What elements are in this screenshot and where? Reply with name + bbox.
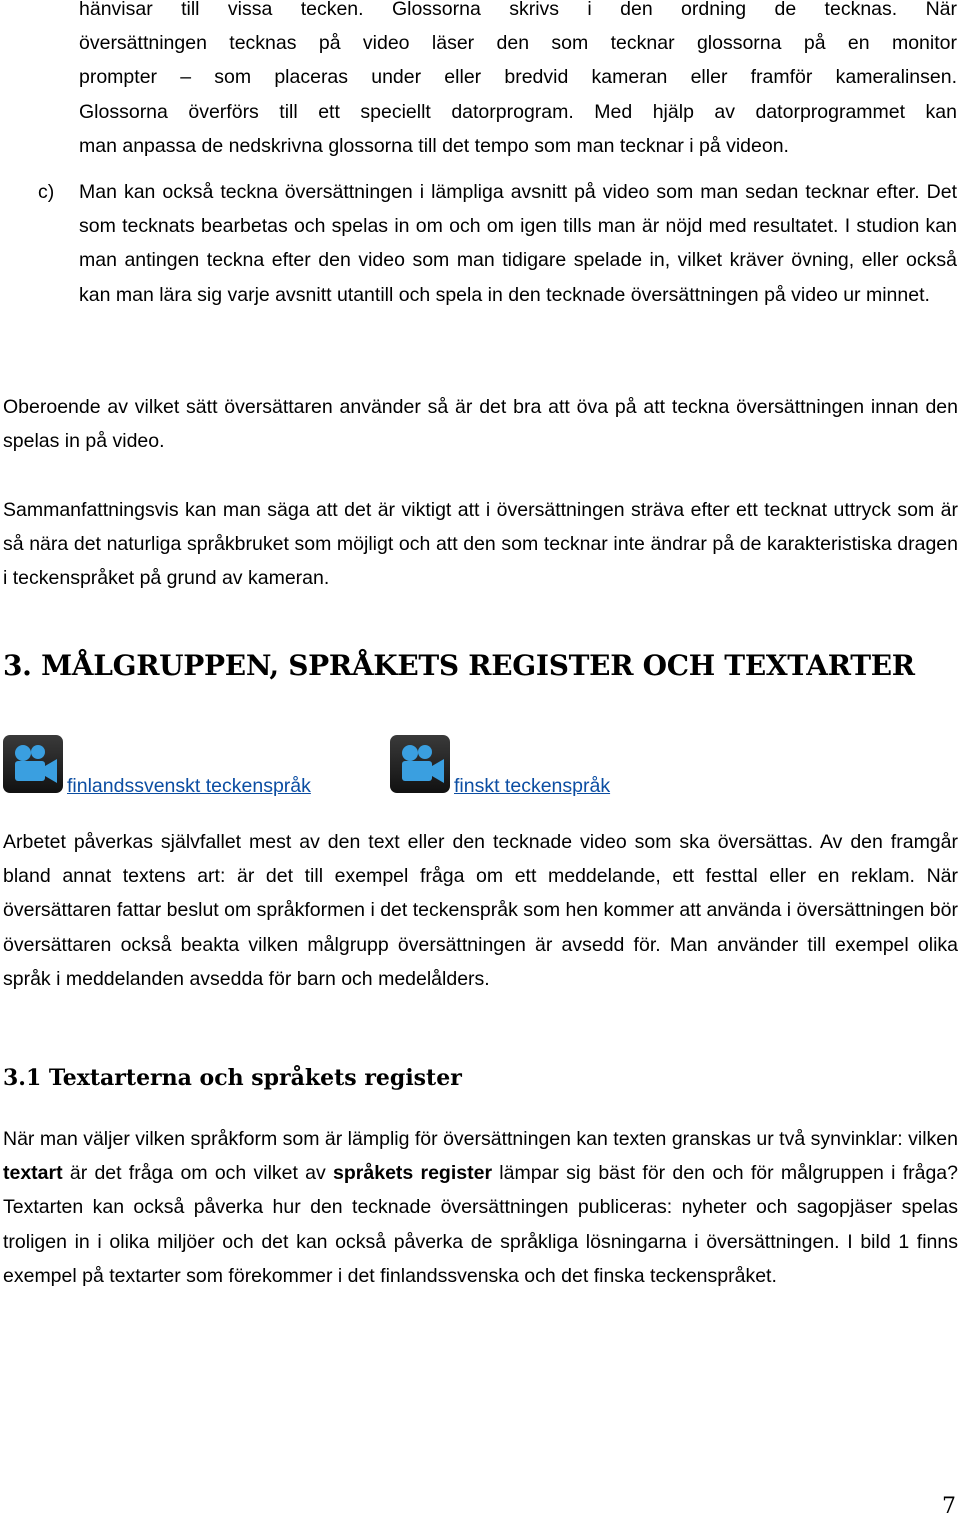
video-camera-icon [3, 735, 63, 793]
continuation-line-4: Glossorna överförs till ett speciellt datorprogram. Med hjälp av datorprogrammet kan [79, 101, 957, 123]
paragraph-register: När man väljer vilken språkform som är lämplig för översättningen kan texten granskas ur två synvinklar: vilken textart är det fråga om och vilket av språkets register lämpar sig bäst för den och för målgruppen i fråga? Textarten kan också påverka hur den tecknade översättningen publiceras: nyheter och sagopjäser spelas troligen in i olika miljöer och det kan också påverka de språkliga lösningarna i översättningen. I bild 1 finns exempel på textarter som förekommer i det finlandssvenska och det finska teckenspråket. [3, 1128, 958, 1287]
continuation-line-1: hänvisar till vissa tecken. Glossorna skrivs i den ordning de tecknas. När [79, 0, 957, 20]
video-link-finlandssvenskt[interactable] [3, 735, 363, 801]
video-link-label[interactable]: finlandssvenskt teckenspråk [67, 775, 311, 797]
continuation-line-3: prompter – som placeras under eller bredvid kameran eller framför kameralinsen. [79, 66, 957, 88]
continuation-line-5: man anpassa de nedskrivna glossorna till det tempo som man tecknar i på videon. [79, 135, 789, 157]
paragraph-work: Arbetet påverkas självfallet mest av den text eller den tecknade video som ska översättas. Av den framgår bland annat textens art: är det till exempel fråga om ett meddelande, ett festtal eller en reklam. När översättaren fattar beslut om språkformen i det teckenspråk som hen kommer att använda i översättningen bör översättaren också beakta vilken målgrupp översättningen är avsedd för. Man använder till exempel olika språk i meddelanden avsedda för barn och medelålders. [3, 831, 958, 990]
paragraph-practice: Oberoende av vilket sätt översättaren använder så är det bra att öva på att teckna översättningen innan den spelas in på video. [3, 396, 958, 453]
video-camera-icon [390, 735, 450, 793]
subsection-heading: 3.1 Textarterna och språkets register [3, 1065, 462, 1091]
term-sprakets-register: språkets register [333, 1162, 493, 1185]
continuation-line-2: översättningen tecknas på video läser den som tecknar glossorna på en monitor [79, 32, 957, 54]
term-textart: textart [3, 1162, 63, 1185]
video-link-finskt[interactable] [390, 735, 650, 801]
section-heading: 3. MÅLGRUPPEN, SPRÅKETS REGISTER OCH TEXTARTER [3, 649, 915, 682]
video-link-label[interactable]: finskt teckenspråk [454, 775, 611, 797]
list-marker: c) [38, 181, 55, 203]
paragraph-summary: Sammanfattningsvis kan man säga att det är viktigt att i översättningen sträva efter ett tecknat uttryck som är så nära det naturliga språkbruket som möjligt och att den som tecknar inte ändrar på de karakteristiska dragen i teckenspråket på grund av kameran. [3, 499, 958, 590]
page-number: 7 [942, 1494, 956, 1519]
list-item-text: Man kan också teckna översättningen i lämpliga avsnitt på video som man sedan tecknar efter. Det som tecknats bearbetas och spelas in om och om igen tills man är nöjd med resultatet. I studion kan man antingen teckna efter den video som man tidigare spelade in, vilket kräver övning, eller också kan man lära sig varje avsnitt utantill och spela in den tecknade översättningen på video ur minnet. [79, 181, 957, 306]
